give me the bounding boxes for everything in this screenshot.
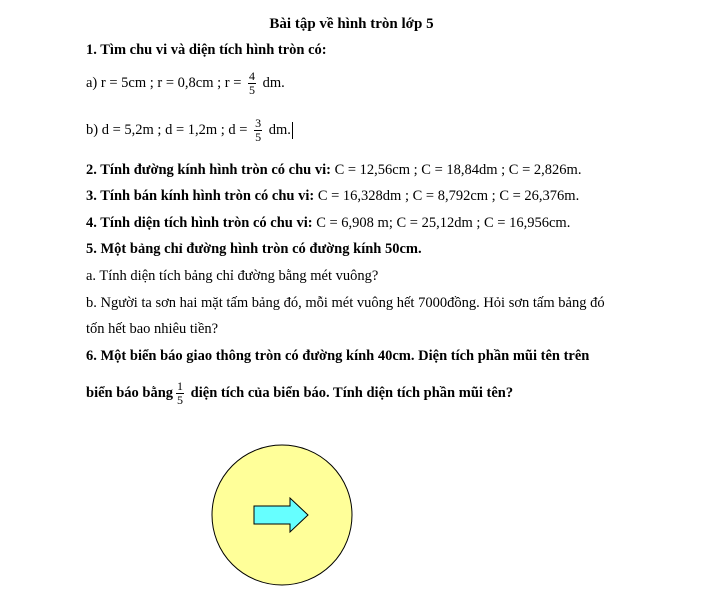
fraction-3-5 xyxy=(254,117,262,144)
question-3 xyxy=(86,188,579,205)
question-4 xyxy=(86,215,570,232)
question-1-heading: 1. Tìm chu vi và diện tích hình tròn có: xyxy=(86,42,327,58)
question-4-heading: 4. Tính diện tích hình tròn có chu vi: xyxy=(86,215,313,231)
question-3-heading: 3. Tính bán kính hình tròn có chu vi: xyxy=(86,188,315,204)
question-1a-text: a) r = 5cm ; r = 0,8cm ; r = xyxy=(86,74,242,91)
fraction-denominator: 5 xyxy=(177,393,184,407)
question-1b-text: b) d = 5,2m ; d = 1,2m ; d = xyxy=(86,121,248,138)
question-6-text-after: diện tích của biển báo. Tính diện tích phần mũi tên? xyxy=(190,384,514,401)
question-1b-unit: dm. xyxy=(268,121,291,138)
question-6-line-1: 6. Một biển báo giao thông tròn có đường kính 40cm. Diện tích phần mũi tên trên xyxy=(86,348,590,364)
fraction-numerator: 1 xyxy=(177,379,184,393)
question-1a-unit: dm. xyxy=(262,74,285,91)
question-1a xyxy=(86,70,285,97)
fraction-1-5 xyxy=(176,380,184,407)
fraction-denominator: 5 xyxy=(255,130,262,144)
fraction-numerator: 4 xyxy=(249,69,256,83)
question-5a: a. Tính diện tích bảng chỉ đường bằng mét vuông? xyxy=(86,268,379,284)
question-5-heading: 5. Một bảng chỉ đường hình tròn có đường kính 50cm. xyxy=(86,241,422,257)
question-5b-line-1: b. Người ta sơn hai mặt tấm bảng đó, mỗi mét vuông hết 7000đồng. Hỏi sơn tấm bảng đó xyxy=(86,295,605,311)
question-4-values: C = 6,908 m; C = 25,12dm ; C = 16,956cm. xyxy=(316,215,571,231)
question-6-text-before: biển báo bằng xyxy=(86,384,174,401)
question-5b-line-2: tốn hết bao nhiêu tiền? xyxy=(86,321,219,337)
question-1b xyxy=(86,117,293,144)
question-2 xyxy=(86,162,581,179)
text-cursor xyxy=(292,122,294,139)
fraction-numerator: 3 xyxy=(255,116,262,130)
fraction-4-5 xyxy=(248,70,256,97)
question-3-values: C = 16,328dm ; C = 8,792cm ; C = 26,376m. xyxy=(317,188,580,204)
question-2-values: C = 12,56cm ; C = 18,84dm ; C = 2,826m. xyxy=(334,162,582,178)
question-2-heading: 2. Tính đường kính hình tròn có chu vi: xyxy=(86,162,331,178)
page-title: Bài tập về hình tròn lớp 5 xyxy=(269,16,434,32)
question-6-line-2 xyxy=(86,380,513,407)
fraction-denominator: 5 xyxy=(249,83,256,97)
traffic-sign-figure xyxy=(210,443,354,587)
